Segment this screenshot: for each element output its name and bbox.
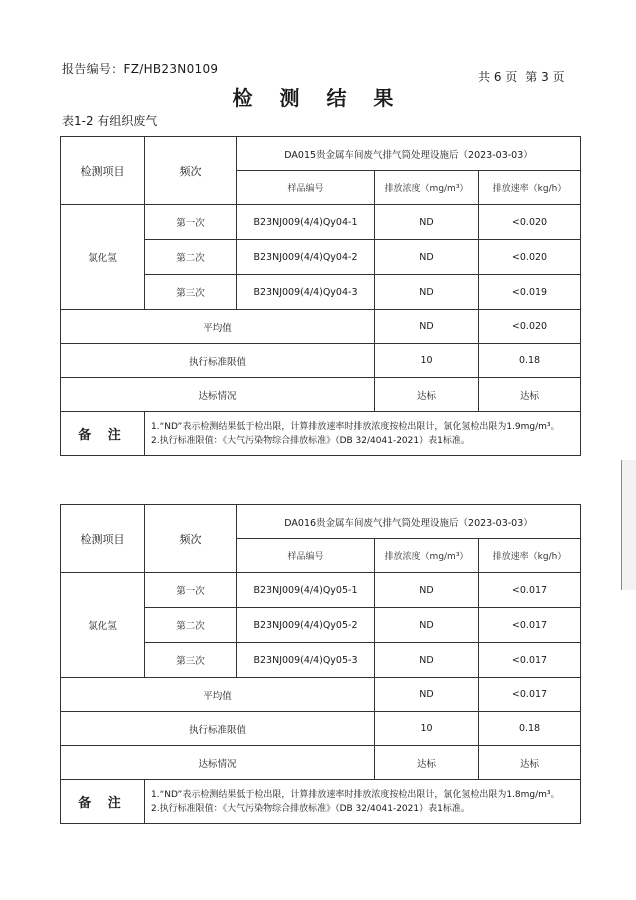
notes-label: 备 注 <box>61 412 145 456</box>
note-1: 1.“ND”表示检测结果低于检出限，计算排放速率时排放浓度按检出限计，氯化氢检出限为1.8mg/m³。 <box>151 789 560 800</box>
sample-id-cell: B23NJ009(4/4)Qy05-1 <box>237 573 375 608</box>
col-header-sample-id: 样品编号 <box>237 539 375 573</box>
limit-rate: 0.18 <box>479 712 581 746</box>
sample-id-cell: B23NJ009(4/4)Qy05-2 <box>237 608 375 643</box>
status-rate: 达标 <box>479 746 581 780</box>
status-label: 达标情况 <box>61 746 375 780</box>
col-header-frequency: 频次 <box>145 137 237 205</box>
average-rate: <0.020 <box>479 310 581 344</box>
limit-concentration: 10 <box>375 344 479 378</box>
notes-text <box>145 780 581 824</box>
sample-id-cell: B23NJ009(4/4)Qy04-3 <box>237 275 375 310</box>
sample-id-cell: B23NJ009(4/4)Qy05-3 <box>237 643 375 678</box>
frequency-cell: 第二次 <box>145 240 237 275</box>
current-page: 第 3 页 <box>525 70 565 84</box>
col-header-rate: 排放速率（kg/h） <box>479 171 581 205</box>
notes-row <box>61 780 581 824</box>
average-concentration: ND <box>375 310 479 344</box>
rate-cell: <0.017 <box>479 643 581 678</box>
adjacent-page-edge <box>621 460 636 590</box>
facility-header: DA016贵金属车间废气排气筒处理设施后（2023-03-03） <box>237 505 581 539</box>
average-row <box>61 678 581 712</box>
rate-cell: <0.017 <box>479 608 581 643</box>
table-caption: 表1-2 有组织废气 <box>62 114 158 128</box>
col-header-concentration: 排放浓度（mg/m³） <box>375 539 479 573</box>
notes-label: 备 注 <box>61 780 145 824</box>
results-table-da016 <box>60 504 581 824</box>
limit-row <box>61 712 581 746</box>
limit-label: 执行标准限值 <box>61 712 375 746</box>
col-header-item: 检测项目 <box>61 505 145 573</box>
sample-id-cell: B23NJ009(4/4)Qy04-2 <box>237 240 375 275</box>
rate-cell: <0.019 <box>479 275 581 310</box>
status-rate: 达标 <box>479 378 581 412</box>
status-row <box>61 746 581 780</box>
total-pages: 共 6 页 <box>478 70 518 84</box>
col-header-concentration: 排放浓度（mg/m³） <box>375 171 479 205</box>
frequency-cell: 第二次 <box>145 608 237 643</box>
report-number: 报告编号：FZ/HB23N0109 <box>62 62 219 76</box>
limit-rate: 0.18 <box>479 344 581 378</box>
note-2: 2.执行标准限值：《大气污染物综合排放标准》（DB 32/4041-2021）表1标准。 <box>151 435 470 446</box>
limit-row <box>61 344 581 378</box>
notes-text <box>145 412 581 456</box>
page-title: 检 测 结 果 <box>232 86 404 110</box>
notes-row <box>61 412 581 456</box>
concentration-cell: ND <box>375 205 479 240</box>
status-concentration: 达标 <box>375 378 479 412</box>
average-concentration: ND <box>375 678 479 712</box>
rate-cell: <0.017 <box>479 573 581 608</box>
rate-cell: <0.020 <box>479 240 581 275</box>
results-table-da015 <box>60 136 581 456</box>
frequency-cell: 第一次 <box>145 205 237 240</box>
col-header-item: 检测项目 <box>61 137 145 205</box>
facility-header: DA015贵金属车间废气排气筒处理设施后（2023-03-03） <box>237 137 581 171</box>
rate-cell: <0.020 <box>479 205 581 240</box>
col-header-sample-id: 样品编号 <box>237 171 375 205</box>
note-1: 1.“ND”表示检测结果低于检出限，计算排放速率时排放浓度按检出限计，氯化氢检出限为1.9mg/m³。 <box>151 421 560 432</box>
table-row <box>61 573 581 608</box>
concentration-cell: ND <box>375 240 479 275</box>
table-row <box>61 205 581 240</box>
pollutant-name: 氯化氢 <box>61 573 145 678</box>
status-row <box>61 378 581 412</box>
average-label: 平均值 <box>61 678 375 712</box>
concentration-cell: ND <box>375 608 479 643</box>
frequency-cell: 第三次 <box>145 275 237 310</box>
average-label: 平均值 <box>61 310 375 344</box>
limit-label: 执行标准限值 <box>61 344 375 378</box>
concentration-cell: ND <box>375 643 479 678</box>
status-label: 达标情况 <box>61 378 375 412</box>
pollutant-name: 氯化氢 <box>61 205 145 310</box>
col-header-frequency: 频次 <box>145 505 237 573</box>
frequency-cell: 第三次 <box>145 643 237 678</box>
limit-concentration: 10 <box>375 712 479 746</box>
status-concentration: 达标 <box>375 746 479 780</box>
note-2: 2.执行标准限值：《大气污染物综合排放标准》（DB 32/4041-2021）表1标准。 <box>151 803 470 814</box>
concentration-cell: ND <box>375 573 479 608</box>
frequency-cell: 第一次 <box>145 573 237 608</box>
col-header-rate: 排放速率（kg/h） <box>479 539 581 573</box>
concentration-cell: ND <box>375 275 479 310</box>
average-rate: <0.017 <box>479 678 581 712</box>
sample-id-cell: B23NJ009(4/4)Qy04-1 <box>237 205 375 240</box>
average-row <box>61 310 581 344</box>
